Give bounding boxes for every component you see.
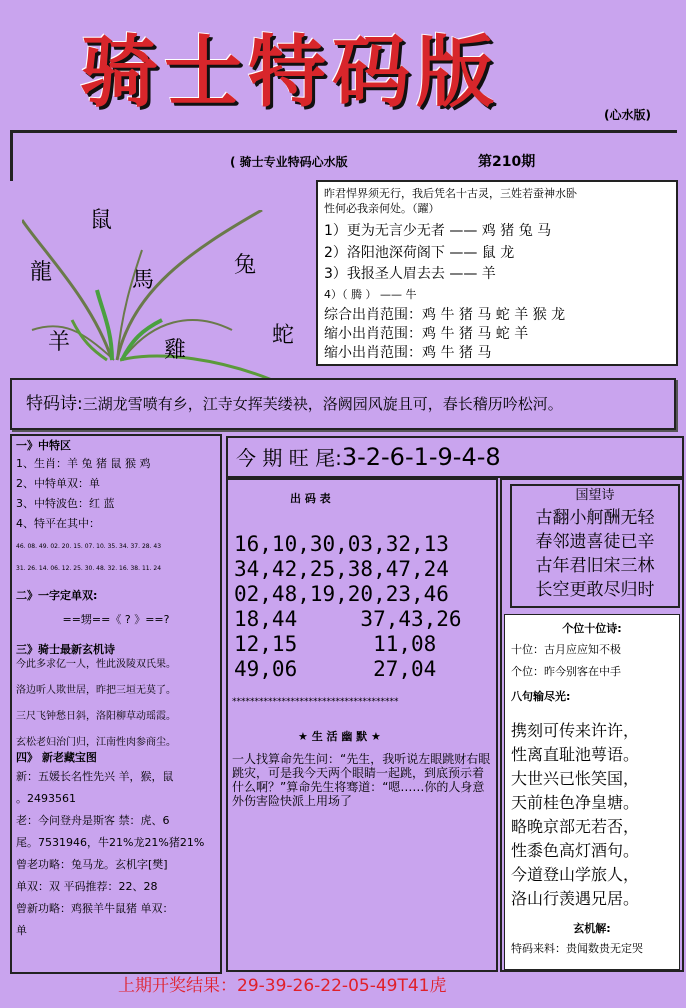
riddle-line: 综合出肖范围：鸡 牛 猪 马 蛇 羊 猴 龙 bbox=[324, 307, 566, 323]
special-poem bbox=[10, 378, 676, 430]
cang-line: 老：今问登舟是斯客 禁：虎、6 bbox=[16, 814, 170, 827]
guowang-line: 古年君旧宋三林 bbox=[535, 556, 655, 576]
star-divider: ************************************* bbox=[232, 697, 399, 707]
xuanji-solution-text: 特码来料：贵闻数贵无定哭 bbox=[511, 942, 643, 955]
riddle-line: 3）我报圣人眉去去 —— 羊 bbox=[324, 266, 496, 282]
zodiac-rat: 鼠 bbox=[90, 208, 113, 233]
verse-line: 略晚京部无若否， bbox=[511, 817, 640, 836]
edition-label: (心水版) bbox=[604, 108, 651, 122]
cang-line: 曾新功略：鸡猴羊牛鼠猪 单双： bbox=[16, 902, 174, 915]
zodiac-dragon: 龍 bbox=[30, 260, 53, 285]
verse-line: 性黍色高灯酒句。 bbox=[511, 841, 640, 860]
special-numbers-label: 4、特平在其中： bbox=[16, 517, 100, 530]
riddle-line: 缩小出肖范围：鸡 牛 猪 马 蛇 羊 bbox=[324, 326, 529, 342]
poem-text: 三湖龙雪喷有乡，江寺女挥芙缕袂，洛阙园风旋且可，春长稽历吟松河。 bbox=[82, 395, 563, 413]
riddle-line: 1）更为无言少无者 —— 鸡 猪 兔 马 bbox=[324, 223, 552, 239]
number-table-title: 出 码 表 bbox=[290, 492, 331, 505]
section-title: 二》一字定单双: bbox=[16, 589, 98, 602]
zodiac-snake: 蛇 bbox=[272, 323, 295, 348]
digit-poem-title: 个位十位诗: bbox=[562, 622, 622, 635]
cang-line: 曾老功略：兔马龙。玄机字[樊] bbox=[16, 858, 168, 871]
cang-line: 新：五媛长名性先兴 羊，猴，鼠 bbox=[16, 770, 174, 783]
verse-line: 今道登山学旅人， bbox=[511, 865, 640, 884]
cang-line: 单双：双 平码推荐：22、28 bbox=[16, 880, 158, 893]
guowang-title: 国望诗 bbox=[575, 488, 615, 503]
guowang-line: 长空更敢尽归时 bbox=[535, 580, 655, 600]
guowang-line: 春邻遗喜徒已辛 bbox=[535, 532, 655, 552]
band-text: ( 骑士专业特码心水版 bbox=[230, 155, 348, 169]
number-row: 18,44 37,43,26 bbox=[234, 607, 462, 631]
xuanji-line: 三尺飞钟愁日斜，洛阳柳草动瑶霞。 bbox=[16, 711, 176, 722]
zodiac-rooster: 雞 bbox=[164, 338, 187, 363]
cang-line: 。2493561 bbox=[16, 792, 76, 805]
issue-number: 第210期 bbox=[478, 154, 536, 170]
left-column bbox=[10, 434, 222, 974]
wave-color: 3、中特波色：红 蓝 bbox=[16, 497, 115, 510]
riddle-line: 缩小出肖范围：鸡 牛 猪 马 bbox=[324, 345, 492, 361]
page-title: 骑士特码版 bbox=[80, 27, 501, 118]
guowang-line: 古翻小舸酬无轻 bbox=[535, 508, 655, 528]
verse-line: 性离直耻池萼语。 bbox=[511, 745, 640, 764]
verse-title: 八句输尽光: bbox=[511, 690, 571, 703]
tail-value: 3-2-6-1-9-4-8 bbox=[341, 443, 501, 471]
verse-line: 携刻可传来许许， bbox=[511, 721, 640, 740]
lucky-tail bbox=[226, 436, 684, 478]
riddle-line: 性何必我亲何处。（躍） bbox=[324, 202, 440, 215]
cang-line: 单 bbox=[16, 924, 27, 937]
riddle-line: 4）（ 腾 ） —— 牛 bbox=[324, 288, 417, 301]
zodiac-list: 1、生肖：羊 兔 猪 鼠 猴 鸡 bbox=[16, 457, 151, 470]
xuanji-line: 玄松老妇治门归，江南性肉参商尘。 bbox=[16, 737, 176, 748]
number-row: 12,15 11,08 bbox=[234, 632, 437, 656]
riddle-box bbox=[316, 180, 678, 366]
tail-label: 今 期 旺 尾: bbox=[236, 446, 342, 470]
riddle-line: 昨君悍界须无行，我后凭名十古灵，三姓若蚕神水卧 bbox=[324, 187, 577, 200]
xuanji-solution-title: 玄机解: bbox=[573, 922, 611, 935]
small-numbers: 46. 08. 49. 02. 20. 15. 07. 10. 35. 34. 37. 28. 43 bbox=[16, 543, 162, 550]
guowang-poem bbox=[510, 484, 680, 608]
one-digit-line: 个位：昨今别客在中手 bbox=[511, 665, 621, 678]
zodiac-rabbit: 兔 bbox=[234, 253, 257, 278]
odd-even: 2、中特单双：单 bbox=[16, 477, 100, 490]
number-row: 02,48,19,20,23,46 bbox=[234, 582, 449, 606]
joke-text: 一人找算命先生问：“先生，我听说左眼跳财右眼跳灾，可是我今天两个眼睛一起跳，到底预示着什么啊？”算命先生将骞道：“嗯……你的人身意外伤害险快派上用场了 bbox=[232, 752, 491, 808]
section-title: 一》中特区 bbox=[16, 439, 71, 452]
poem-label: 特码诗: bbox=[26, 394, 83, 414]
zodiac-goat: 羊 bbox=[48, 330, 71, 355]
riddle-line: 2）洛阳池深荷阁下 —— 鼠 龙 bbox=[324, 245, 515, 261]
zodiac-horse: 馬 bbox=[132, 268, 155, 293]
xuanji-line: 洛边听人欺世居，昨把三垣无莫了。 bbox=[16, 685, 176, 696]
digit-poem-box bbox=[504, 614, 680, 970]
number-table bbox=[234, 532, 494, 682]
xuanji-line: 今此多求亿一人，性此汲陵双氏果。 bbox=[16, 659, 176, 670]
yizi-text: ==甥==《 ? 》==? bbox=[62, 613, 170, 626]
number-row: 49,06 27,04 bbox=[234, 657, 437, 681]
verse-line: 大世兴已怅笑国， bbox=[511, 769, 640, 788]
ten-digit-line: 十位：古月应应知不极 bbox=[511, 643, 621, 656]
joke-title: ★ 生 活 幽 默 ★ bbox=[298, 730, 381, 743]
verse-line: 洛山行羡遇兄居。 bbox=[511, 889, 640, 908]
cang-line: 尾。7531946，牛21%龙21%猪21% bbox=[16, 836, 205, 849]
number-row: 34,42,25,38,47,24 bbox=[234, 557, 449, 581]
number-row: 16,10,30,03,32,13 bbox=[234, 532, 449, 556]
section-title: 三》骑士最新玄机诗 bbox=[16, 643, 115, 656]
verse-line: 天前桂色净皇塘。 bbox=[511, 793, 640, 812]
section-title: 四》 新老藏宝图 bbox=[16, 751, 97, 764]
last-draw-result: 上期开奖结果：29-39-26-22-05-49T41虎 bbox=[118, 976, 447, 996]
small-numbers: 31. 26. 14. 06. 12. 25. 30. 48. 32. 16. 38. 11. 24 bbox=[16, 565, 162, 572]
